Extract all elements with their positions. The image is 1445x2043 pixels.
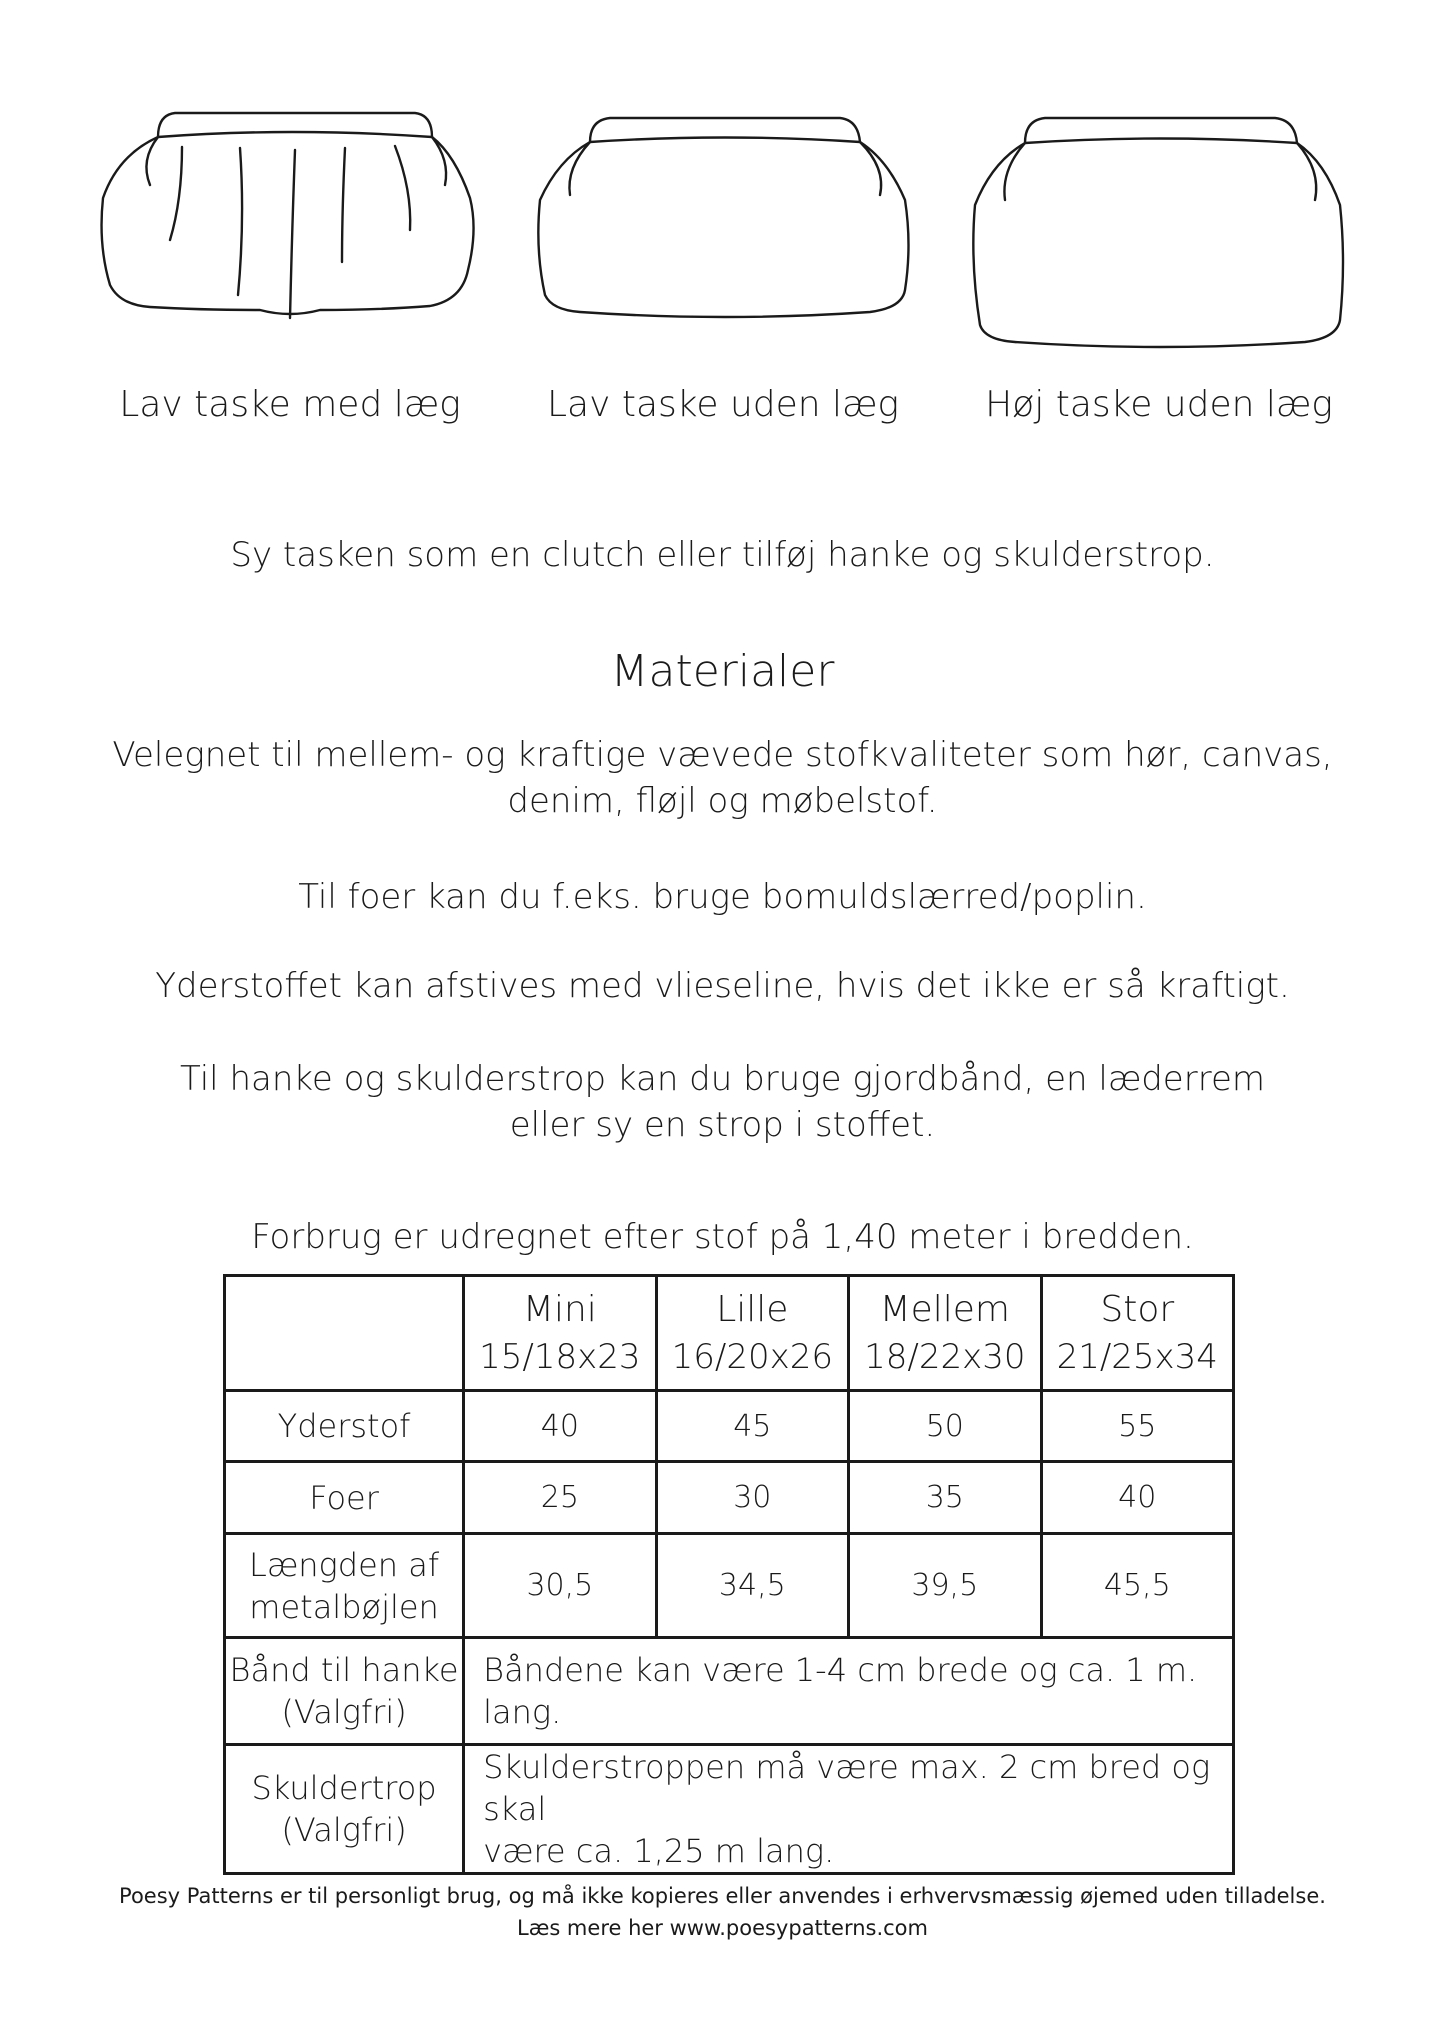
caption-bag-low-plain: Lav taske uden læg [547,384,899,425]
row-label [225,1745,464,1874]
table-row-strap [225,1745,1234,1874]
handles-note: Båndene kan være 1-4 cm brede og ca. 1 m. lang. [464,1638,1234,1745]
bag-high-plain-icon [973,118,1343,347]
table-cell: 50 [849,1391,1041,1462]
materials-p4-line2: eller sy en strop i stoffet. [509,1105,936,1145]
strap-note-line2: være ca. 1,25 m lang. [483,1832,835,1870]
footer-copyright: Poesy Patterns er til personligt brug, og må ikke kopieres eller anvendes i erhvervsmæssig øjemed uden tilladelse. [119,1884,1326,1908]
caption-bag-high-plain: Høj taske uden læg [985,384,1333,425]
materials-paragraph-1 [0,732,1445,824]
table-corner-cell [225,1276,464,1391]
materials-p4-line1: Til hanke og skulderstrop kan du bruge gjordbånd, en læderrem [180,1059,1265,1099]
table-cell: 40 [1041,1462,1233,1534]
size-header-mini [464,1276,656,1391]
materials-paragraph-3: Yderstoffet kan afstives med vlieseline, hvis det ikke er så kraftigt. [155,966,1290,1006]
row-label [225,1534,464,1638]
footer-link[interactable]: Læs mere her www.poesypatterns.com [517,1916,928,1940]
size-name: Lille [716,1289,789,1330]
materials-paragraph-4 [0,1056,1445,1148]
bag-low-plain-icon [538,118,908,317]
table-cell: 40 [464,1391,656,1462]
table-cell: 34,5 [656,1534,848,1638]
materials-heading: Materialer [610,646,835,697]
row-label-line1: Længden af [249,1545,440,1584]
row-label: Yderstof [225,1391,464,1462]
table-cell: 39,5 [849,1534,1041,1638]
table-cell: 45 [656,1391,848,1462]
table-cell: 30 [656,1462,848,1534]
bag-low-pleated-icon [102,113,474,318]
table-caption: Forbrug er udregnet efter stof på 1,40 meter i bredden. [251,1217,1194,1257]
table-cell: 25 [464,1462,656,1534]
size-name: Mini [522,1289,597,1330]
table-row-metalboejle [225,1534,1234,1638]
size-name: Stor [1100,1289,1175,1330]
materials-p1-line2: denim, fløjl og møbelstof. [507,781,938,821]
footer [0,1880,1445,1944]
table-cell: 45,5 [1041,1534,1233,1638]
table-header-row [225,1276,1234,1391]
row-label-line2: (Valgfri) [281,1693,407,1731]
table-row-handles [225,1638,1234,1745]
row-label [225,1638,464,1745]
size-name: Mellem [879,1289,1010,1330]
table-row-yderstof [225,1391,1234,1462]
size-dims: 18/22x30 [864,1337,1026,1377]
row-label-line2: (Valgfri) [281,1811,407,1849]
size-header-lille [656,1276,848,1391]
table-cell: 35 [849,1462,1041,1534]
materials-p1-line1: Velegnet til mellem- og kraftige vævede stofkvaliteter som hør, canvas, [112,735,1333,775]
table-row-foer [225,1462,1234,1534]
table-cell: 55 [1041,1391,1233,1462]
bag-illustrations [0,100,1445,380]
row-label: Foer [225,1462,464,1534]
size-dims: 16/20x26 [671,1337,833,1377]
strap-note-line1: Skulderstroppen må være max. 2 cm bred og skal [483,1748,1211,1828]
table-cell: 30,5 [464,1534,656,1638]
size-dims: 21/25x34 [1056,1337,1218,1377]
row-label-line1: Skuldertrop [251,1769,437,1807]
row-label-line1: Bånd til hanke [229,1651,459,1689]
materials-paragraph-2: Til foer kan du f.eks. bruge bomuldslærred/poplin. [298,877,1147,917]
strap-note [464,1745,1234,1874]
intro-text: Sy tasken som en clutch eller tilføj hanke og skulderstrop. [230,535,1215,575]
caption-bag-low-pleated: Lav taske med læg [119,384,461,425]
size-dims: 15/18x23 [479,1337,641,1377]
size-header-mellem [849,1276,1041,1391]
fabric-usage-table [223,1274,1235,1875]
row-label-line2: metalbøjlen [249,1587,439,1626]
size-header-stor [1041,1276,1233,1391]
